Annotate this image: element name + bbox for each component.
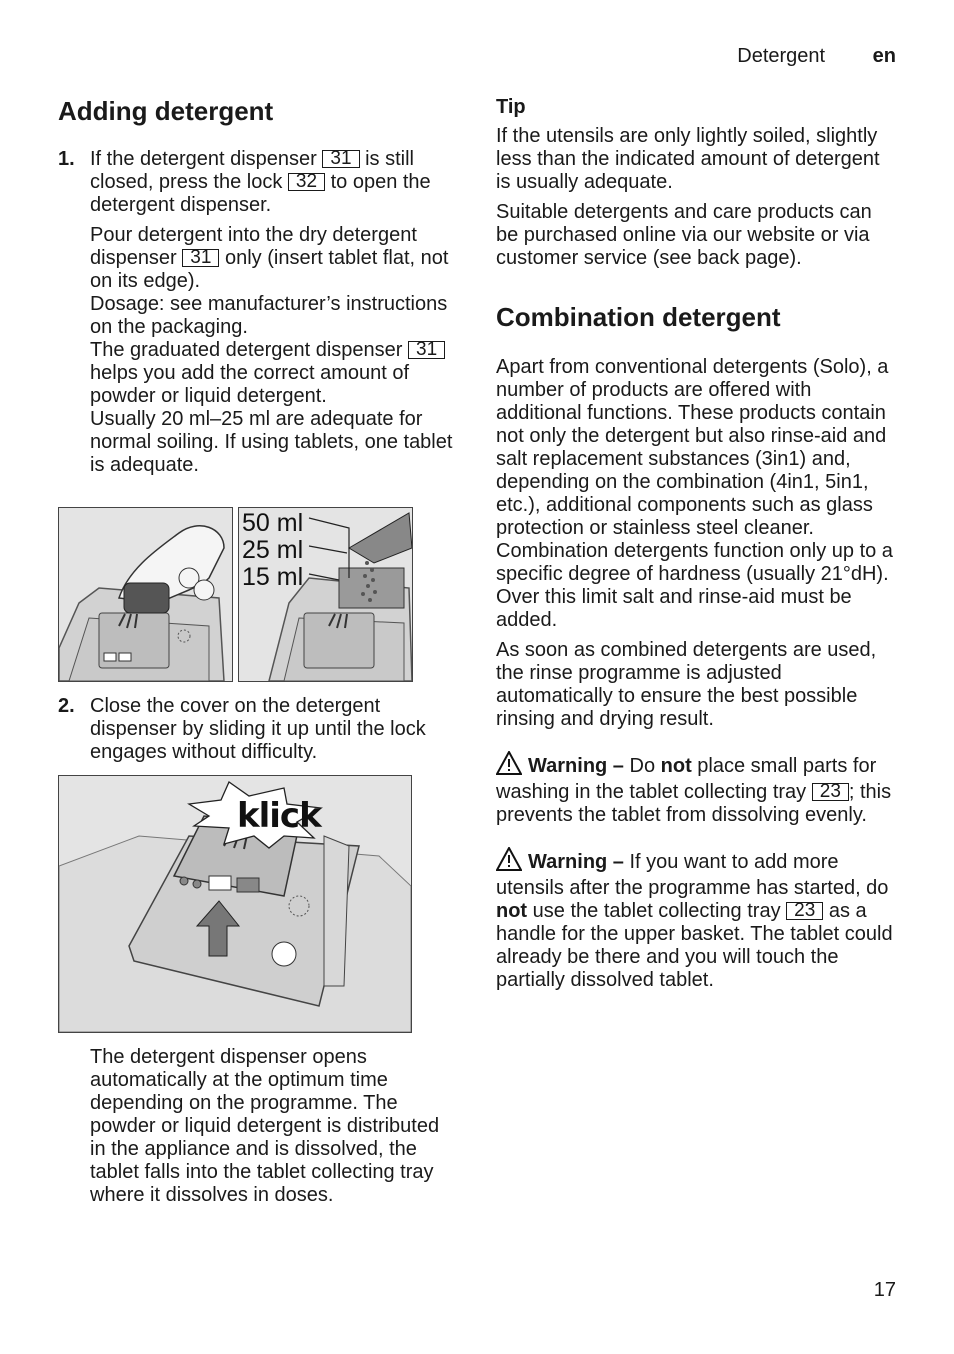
- step-1-number: 1.: [58, 148, 75, 170]
- step-2: [58, 695, 458, 764]
- dosage-scale: [242, 510, 303, 591]
- warning-icon: [496, 847, 522, 877]
- section-name: Detergent: [737, 45, 826, 67]
- warning-1-title: Warning –: [528, 755, 624, 777]
- warning-icon: [496, 751, 522, 781]
- step-2-block: [58, 695, 458, 771]
- ref-32: 32: [288, 173, 325, 191]
- tip-paragraph-2: Suitable detergents and care products can be purchased online via our website or via customer service (see back page).: [496, 201, 872, 269]
- left-column: [58, 96, 458, 484]
- mark-50ml: 50 ml: [242, 509, 304, 537]
- page-number: 17: [873, 1279, 896, 1301]
- step-2-number: 2.: [58, 695, 75, 717]
- adding-detergent-title: Adding detergent: [58, 96, 274, 126]
- ref-31: 31: [408, 341, 445, 359]
- tip-paragraph-1: If the utensils are only lightly soiled, slightly less than the indicated amount of detergent is usually adequate.: [496, 125, 880, 193]
- mark-15ml: 15 ml: [242, 563, 304, 591]
- warning-2-title: Warning –: [528, 851, 624, 873]
- ref-31: 31: [182, 249, 219, 267]
- ref-23: 23: [786, 902, 823, 920]
- right-column: [496, 96, 896, 999]
- step-1: [58, 148, 458, 477]
- combination-paragraph-2: As soon as combined detergents are used, the rinse programme is adjusted automatically to ensure the best possible rinsing and drying result.: [496, 639, 877, 730]
- klick-label: klick: [237, 796, 321, 836]
- tip-heading: Tip: [496, 96, 526, 118]
- mark-25ml: 25 ml: [242, 536, 304, 564]
- ref-31: 31: [322, 150, 359, 168]
- closing-block: [90, 1046, 458, 1214]
- closing-text: The detergent dispenser opens automatically at the optimum time depending on the programme. The powder or liquid detergent is distributed in the appliance and is dissolved, the tablet falls into the tablet collecting tray where it dissolves in doses.: [90, 1046, 440, 1206]
- ref-23: 23: [812, 783, 849, 801]
- figure-insert-tablet: [58, 507, 233, 682]
- step-2-text: Close the cover on the detergent dispenser by sliding it up until the lock engages without difficulty.: [90, 695, 426, 763]
- warning-1: Warning – Do not place small parts for washing in the tablet collecting tray 23 ; this prevents the tablet from dissolving evenly.: [496, 751, 896, 827]
- warning-2: Warning – If you want to add more utensils after the programme has started, do not use the tablet collecting tray 23 as a handle for the upper basket. The tablet could already be there and you will touch the partially dissolved tablet.: [496, 847, 896, 992]
- step-1-paragraph-1: If the detergent dispenser 31 is still closed, press the lock 32 to open the detergent dispenser.: [90, 148, 431, 216]
- figure-pour-powder: [238, 507, 413, 682]
- page-header: [737, 45, 896, 68]
- combination-detergent-title: Combination detergent: [496, 302, 781, 332]
- figure-close-cover: [58, 775, 412, 1033]
- language-code: en: [872, 45, 896, 67]
- step-1-paragraph-2: Pour detergent into the dry detergent dispenser 31 only (insert tablet flat, not on its edge). Dosage: see manufacturer’s instructions on the packaging. The graduated detergent dispenser 31 helps you add the correct amount of powder or liquid detergent. Usually 20 ml–25 ml are adequate for normal soiling. If using tablets, one tablet is adequate.: [90, 224, 453, 476]
- combination-paragraph-1: Apart from conventional detergents (Solo), a number of products are offered with additional functions. These products contain not only the detergent but also rinse-aid and salt replacement substances (3in1) and, depending on the combination (4in1, 5in1, etc.), additional components such as glass protection or stainless steel cleaner. Combination detergents function only up to a specific degree of hardness (usually 21°dH). Over this limit salt and rinse-aid must be added.: [496, 356, 893, 631]
